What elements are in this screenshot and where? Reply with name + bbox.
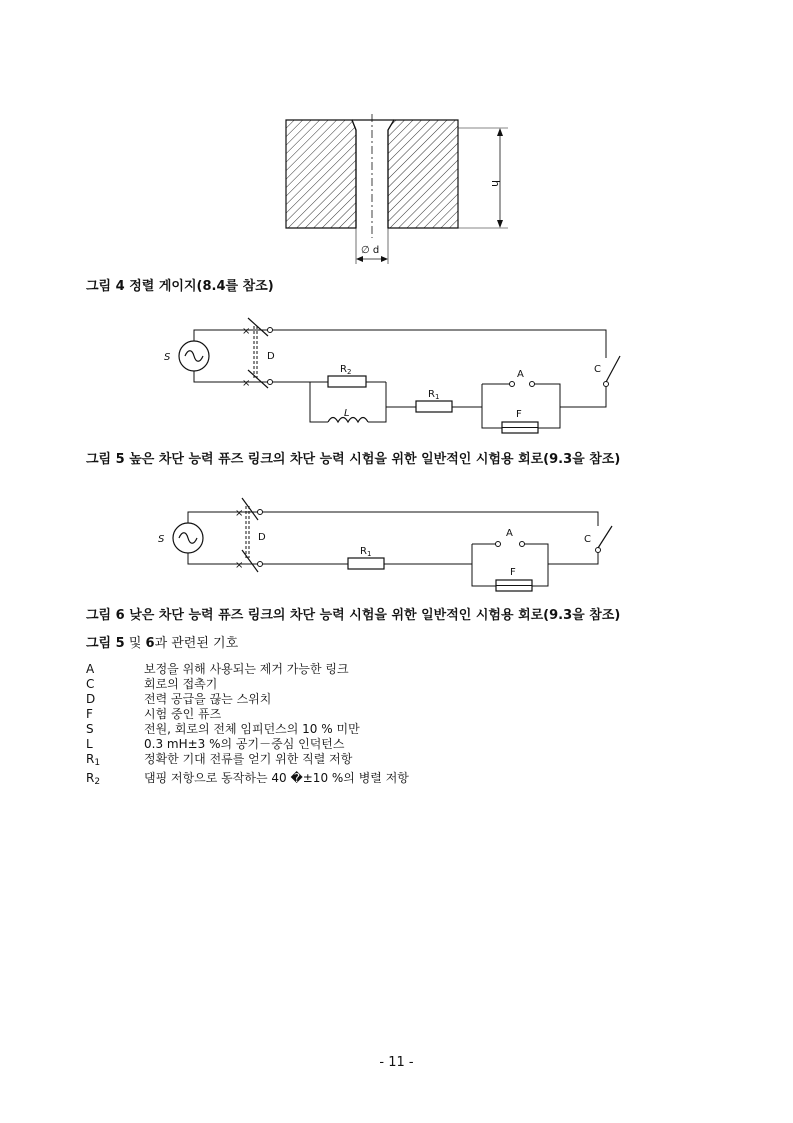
label-f: F: [516, 409, 522, 420]
label-a: A: [506, 528, 513, 539]
legend-item: [86, 752, 409, 771]
label-r1: $R_1$: [428, 389, 440, 401]
svg-text:×: ×: [235, 560, 244, 571]
legend-text: 전력 공급을 끊는 스위치: [144, 692, 272, 706]
label-s: S: [164, 352, 171, 363]
figure-4-caption: 그림 4 정렬 게이지(8.4를 참조): [86, 279, 274, 294]
page-number: - 11 -: [379, 1055, 414, 1070]
contactor-c-symbol: [596, 526, 613, 553]
legend-item: [86, 662, 409, 677]
legend-symbol: D: [86, 692, 96, 706]
label-c: C: [594, 364, 601, 375]
link-a-symbol: [510, 382, 535, 387]
legend-item: [86, 771, 409, 790]
resistor-r1-symbol: [348, 558, 384, 569]
resistor-r1-symbol: [416, 401, 452, 412]
legend-symbol: $R_1$: [86, 752, 101, 768]
legend-item: [86, 707, 409, 722]
label-r2: $R_2$: [340, 364, 352, 376]
gauge-left-block: [286, 120, 356, 228]
label-l: L: [344, 408, 350, 419]
svg-text:×: ×: [242, 378, 251, 389]
legend-text: 시험 중인 퓨즈: [144, 707, 222, 721]
dimension-h-label: h: [489, 180, 502, 187]
legend-text: 전원, 회로의 전체 임피던스의 10 % 미만: [144, 722, 360, 736]
figure-6-circuit-diagram: [150, 492, 630, 602]
legend-symbol: L: [86, 737, 93, 751]
label-d: D: [258, 532, 266, 543]
legend-symbol: $R_2$: [86, 771, 101, 787]
legend-symbol: C: [86, 677, 95, 691]
legend-text: 정확한 기대 전류를 얻기 위한 직렬 저항: [144, 752, 353, 766]
symbol-legend: [86, 662, 409, 790]
svg-text:×: ×: [242, 326, 251, 337]
gauge-right-block: [388, 120, 458, 228]
dimension-d-label: ∅ d: [361, 245, 380, 256]
contactor-c-symbol: [604, 356, 621, 387]
legend-symbol: S: [86, 722, 94, 736]
fuse-f-symbol: [502, 422, 538, 433]
legend-item: [86, 722, 409, 737]
label-s: S: [158, 534, 165, 545]
label-a: A: [517, 369, 524, 380]
legend-item: [86, 737, 409, 752]
legend-item: [86, 692, 409, 707]
label-d: D: [267, 351, 275, 362]
legend-symbol: F: [86, 707, 93, 721]
label-c: C: [584, 534, 591, 545]
fuse-f-symbol: [496, 580, 532, 591]
svg-text:×: ×: [235, 508, 244, 519]
legend-text: 0.3 mH±3 %의 공기－중심 인덕턴스: [144, 737, 345, 751]
legend-text: 보정을 위해 사용되는 제거 가능한 링크: [144, 662, 349, 676]
legend-symbol: A: [86, 662, 95, 676]
link-a-symbol: [496, 542, 525, 547]
legend-text: 회로의 접촉기: [144, 677, 218, 691]
legend-title: 그림 5 및 6과 관련된 기호: [86, 636, 239, 651]
resistor-r2-symbol: [328, 376, 366, 387]
label-r1: $R_1$: [360, 546, 372, 558]
figure-4-gauge-drawing: [270, 110, 530, 270]
figure-5-caption: 그림 5 높은 차단 능력 퓨즈 링크의 차단 능력 시험을 위한 일반적인 시험용 회로(9.3을 참조): [86, 452, 621, 467]
figure-6-caption: 그림 6 낮은 차단 능력 퓨즈 링크의 차단 능력 시험을 위한 일반적인 시험용 회로(9.3을 참조): [86, 608, 621, 623]
figure-5-circuit-diagram: [150, 310, 630, 440]
legend-text: 댐핑 저항으로 동작하는 40 �±10 %의 병렬 저항: [144, 771, 409, 785]
label-f: F: [510, 567, 516, 578]
legend-item: [86, 677, 409, 692]
